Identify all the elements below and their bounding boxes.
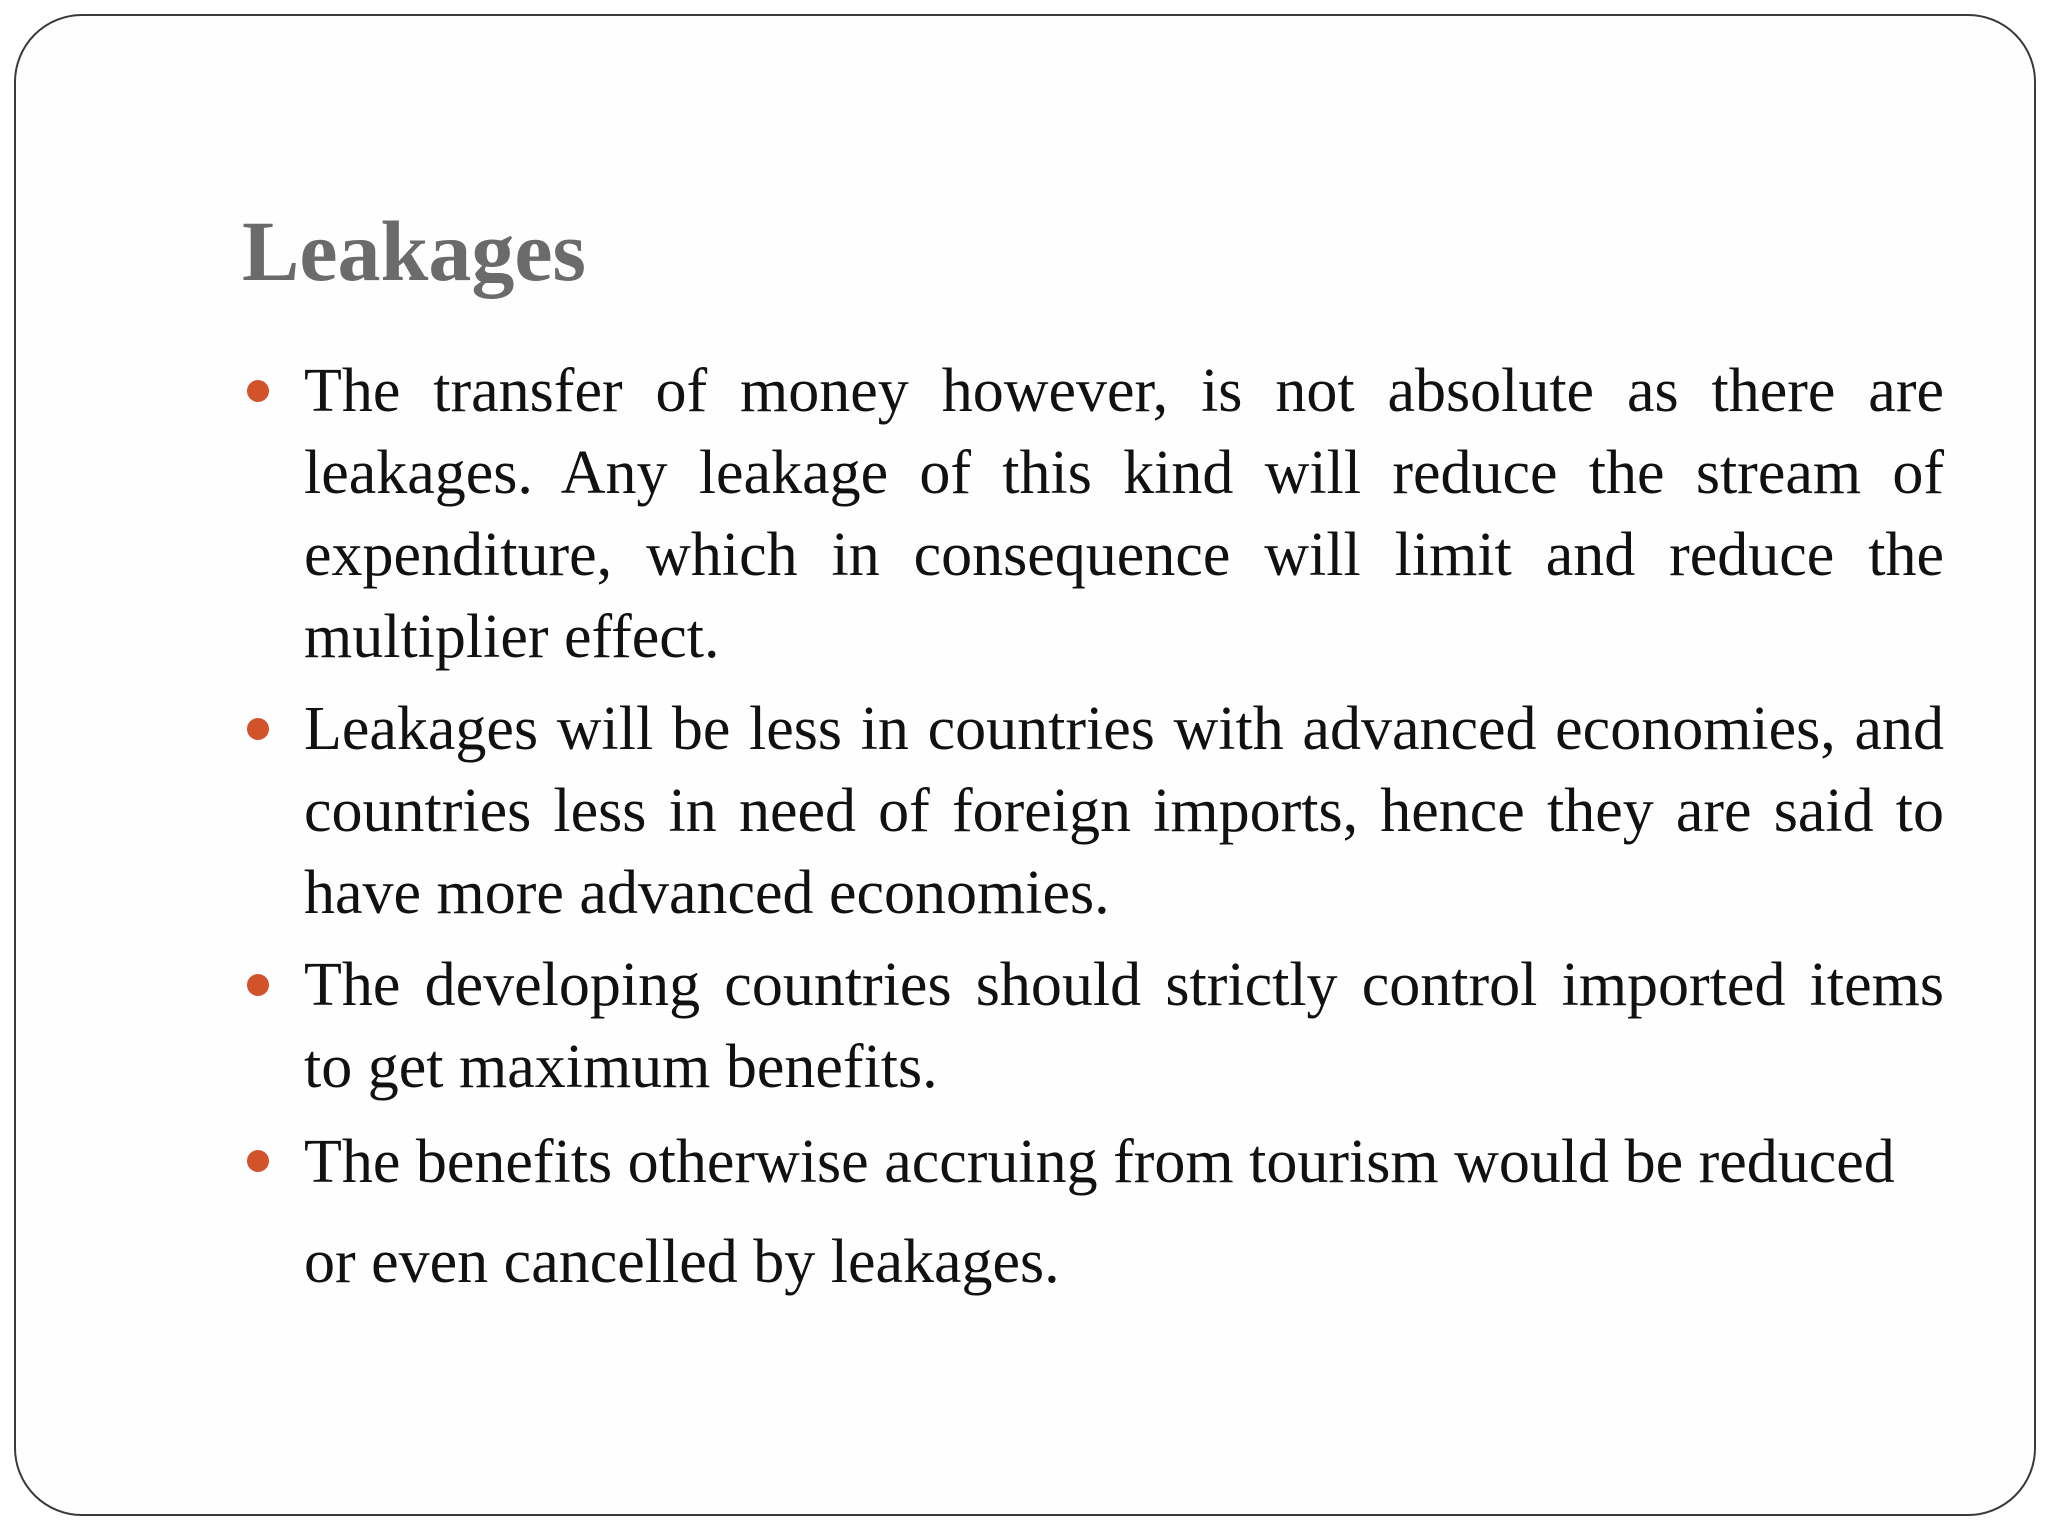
- bullet-item: [242, 688, 1944, 934]
- bullet-text: Leakages will be less in countries with advanced economies, and countries less in need of foreign imports, hence they are said to have more advanced economies.: [304, 695, 1944, 927]
- bullet-dot-icon: [247, 974, 269, 996]
- slide-title: Leakages: [242, 203, 586, 299]
- bullet-dot-icon: [247, 1150, 269, 1172]
- bullet-item: [242, 350, 1944, 678]
- bullet-list: [242, 350, 1944, 1322]
- bullet-dot-icon: [247, 718, 269, 740]
- bullet-item: [242, 1112, 1944, 1312]
- bullet-text: The benefits otherwise accruing from tourism would be reduced or even cancelled by leakages.: [304, 1128, 1895, 1296]
- bullet-item: [242, 944, 1944, 1108]
- bullet-dot-icon: [247, 380, 269, 402]
- bullet-text: The transfer of money however, is not absolute as there are leakages. Any leakage of this kind will reduce the stream of expenditure, which in consequence will limit and reduce the multiplier effect.: [304, 357, 1944, 671]
- bullet-text: The developing countries should strictly control imported items to get maximum benefits.: [304, 951, 1944, 1101]
- slide-frame: [14, 14, 2036, 1516]
